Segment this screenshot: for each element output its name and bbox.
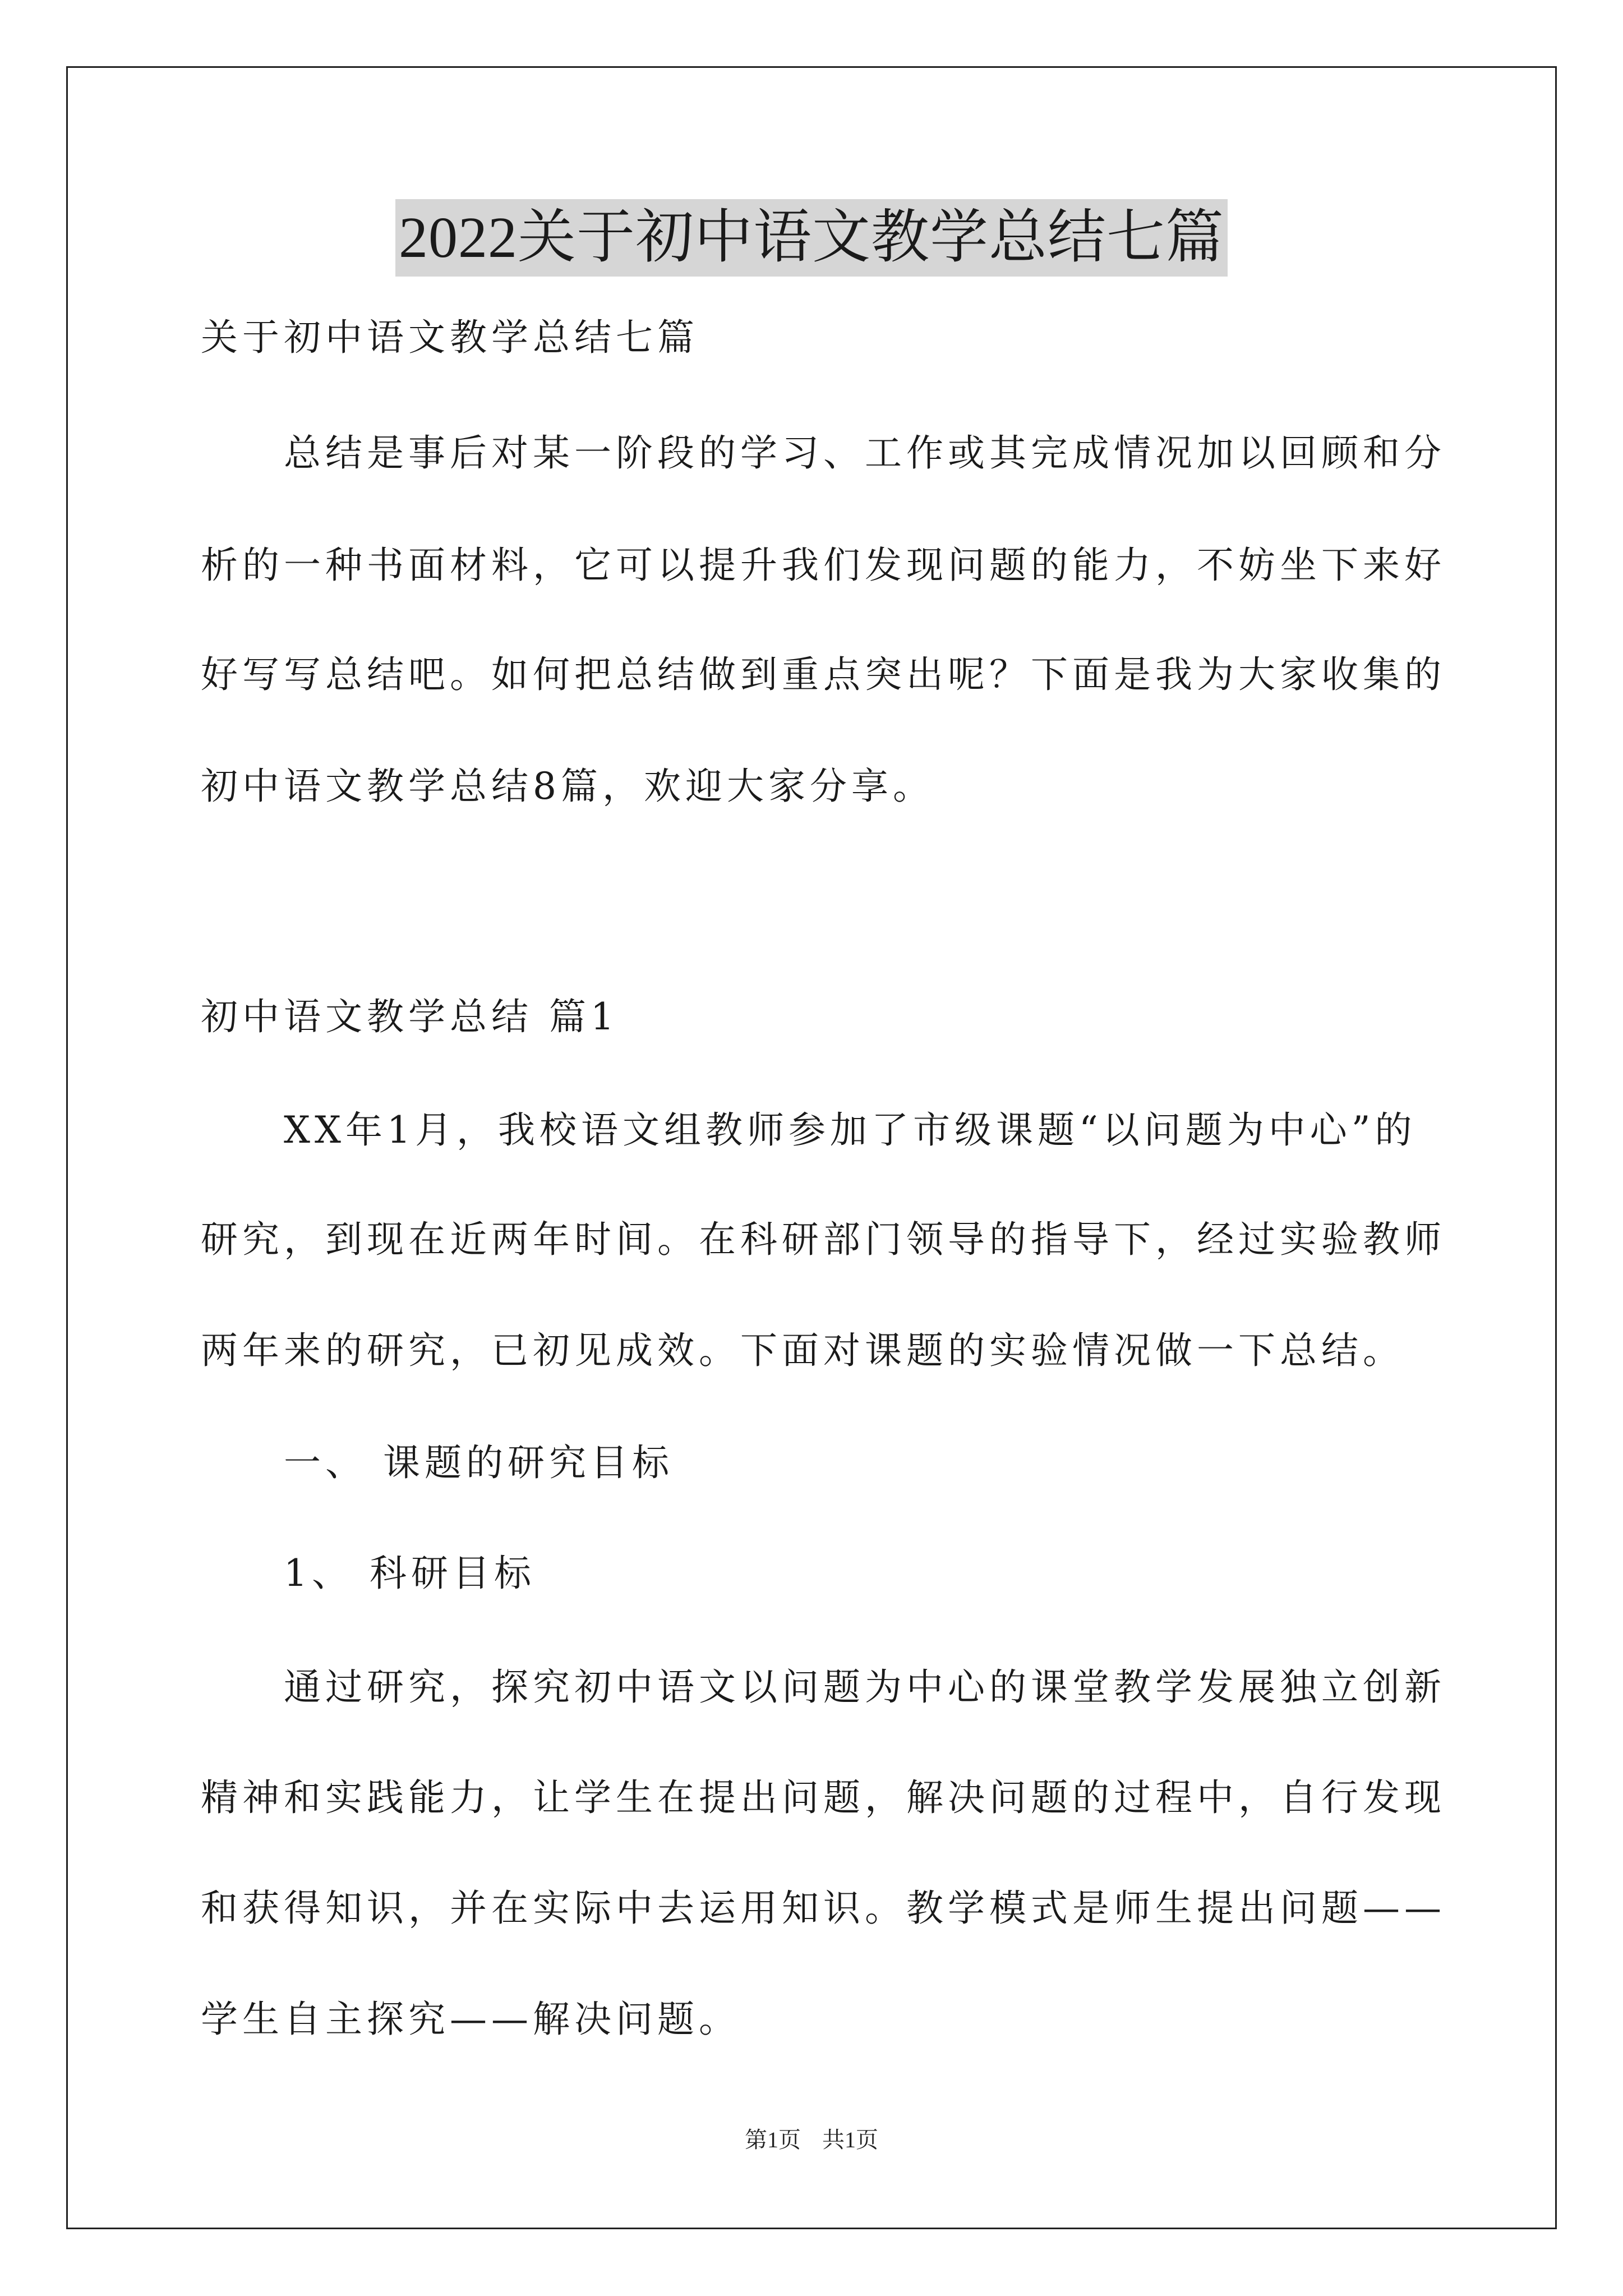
paragraph-line: 两年来的研究，已初见成效。下面对课题的实验情况做一下总结。 (201, 1329, 1404, 1372)
title-container (0, 199, 1623, 277)
paragraph-line: 研究，到现在近两年时间。在科研部门领导的指导下，经过实验教师 (201, 1218, 1446, 1261)
document-title: 2022关于初中语文教学总结七篇 (395, 199, 1228, 277)
paragraph-line: 通过研究，探究初中语文以问题为中心的课堂教学发展独立创新 (201, 1665, 1446, 1709)
page-total: 共1页 (822, 2127, 878, 2152)
page-footer (0, 2126, 1623, 2154)
paragraph-line: 好写写总结吧。如何把总结做到重点突出呢？下面是我为大家收集的 (201, 653, 1446, 696)
paragraph-line: 总结是事后对某一阶段的学习、工作或其完成情况加以回顾和分 (201, 431, 1446, 475)
paragraph-line: 和获得知识，并在实际中去运用知识。教学模式是师生提出问题—— (201, 1887, 1446, 1930)
paragraph-line: 初中语文教学总结8篇，欢迎大家分享。 (201, 765, 934, 808)
subtitle-line: 关于初中语文教学总结七篇 (201, 316, 699, 359)
paragraph-line: 精神和实践能力，让学生在提出问题，解决问题的过程中，自行发现 (201, 1776, 1446, 1819)
section-heading: 初中语文教学总结 篇1 (201, 995, 619, 1038)
paragraph-line: 学生自主探究——解决问题。 (201, 1998, 740, 2041)
paragraph-line: 析的一种书面材料，它可以提升我们发现问题的能力，不妨坐下来好 (201, 544, 1446, 587)
paragraph-line: XX年1月，我校语文组教师参加了市级课题“以问题为中心”的 (201, 1108, 1417, 1152)
page-number: 第1页 (745, 2127, 801, 2152)
list-heading: 1、 科研目标 (201, 1552, 536, 1595)
list-heading: 一、 课题的研究目标 (201, 1441, 674, 1484)
